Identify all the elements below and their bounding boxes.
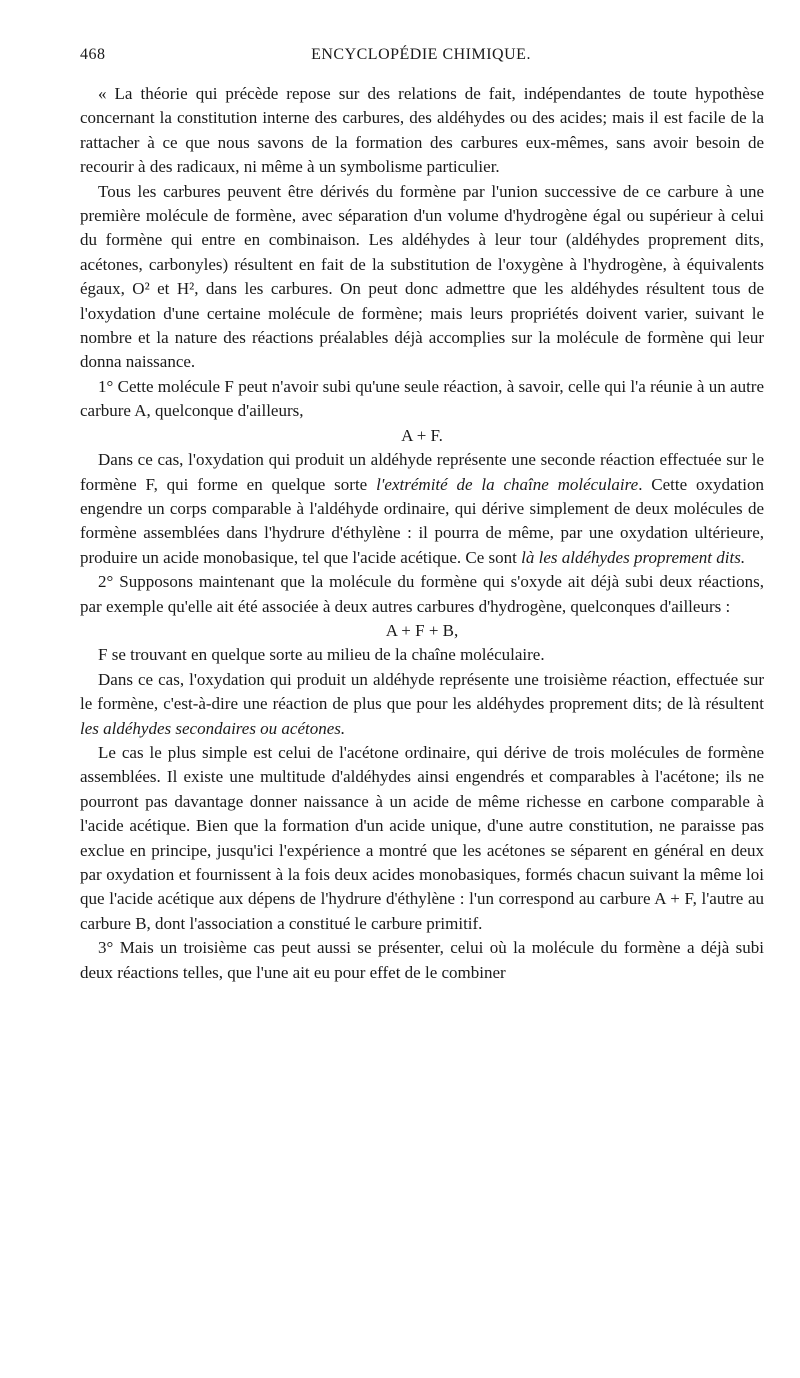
paragraph [80, 668, 764, 741]
paragraph-text: . Cette oxydation engendre un corps comparable à l'aldéhyde ordinaire, qui dérive simplement de deux molécules de formène assemblées dans l'hydrure d'éthylène : il pourra de même, par une oxydation ultérieure, produire un acide monobasique, tel que l'acide acétique. Ce sont [80, 474, 764, 567]
emphasis-text: les aldéhydes secondaires ou acétones. [80, 718, 346, 738]
formula: A + F. [401, 425, 443, 445]
emphasis-text: là les aldéhydes proprement dits. [521, 547, 746, 567]
paragraph: « La théorie qui précède repose sur des relations de fait, indépendantes de toute hypothèse concernant la constitution interne des carbures, des aldéhydes ou des acides; mais il est facile de la rattacher à ce que nous savons de la formation des carbures eux-mêmes, sans avoir besoin de recourir à des radicaux, ni même à un symbolisme particulier. [80, 84, 764, 177]
paragraph: Tous les carbures peuvent être dérivés du formène par l'union successive de ce carbure à une première molécule de formène, avec séparation d'un volume d'hydrogène égal ou supérieur à celui du formène qui entre en combinaison. Les aldéhydes à leur tour (aldéhydes proprement dits, acétones, carbonyles) résultent en fait de la substitution de l'oxygène à l'hydrogène, à équivalents égaux, O² et H², dans les carbures. On peut donc admettre que les aldéhydes résultent tous de l'oxydation d'une certaine molécule de formène; mais leurs propriétés doivent varier, suivant le nombre et la nature des réactions préalables déjà accomplies sur la molécule de formène qui leur donna naissance. [80, 181, 764, 372]
paragraph: F se trouvant en quelque sorte au milieu de la chaîne moléculaire. [98, 645, 545, 665]
paragraph [80, 448, 764, 570]
paragraph: 1° Cette molécule F peut n'avoir subi qu'une seule réaction, à savoir, celle qui l'a réunie à un autre carbure A, quelconque d'ailleurs, [80, 376, 764, 421]
paragraph: 3° Mais un troisième cas peut aussi se présenter, celui où la molécule du formène a déjà subi deux réactions telles, que l'une ait eu pour effet de le combiner [80, 938, 764, 982]
page-number: 468 [80, 46, 106, 63]
body-text [80, 82, 764, 985]
emphasis-text: l'extrémité de la chaîne moléculaire [376, 474, 639, 494]
running-header [80, 46, 762, 72]
paragraph: Le cas le plus simple est celui de l'acétone ordinaire, qui dérive de trois molécules de formène assemblées. Il existe une multitude d'aldéhydes ainsi engendrés et comparables à l'acétone; ils ne pourront pas davantage donner naissance à un acide de même richesse en carbone comparable à l'acide acétique. Bien que la formation d'un acide unique, d'une autre constitution, ne paraisse pas exclue en principe, jusqu'ici l'expérience a montré que les acétones se séparent en général en deux par oxydation et fournissent à la fois deux acides monobasiques, formés chacun suivant la même loi que l'acide acétique aux dépens de l'hydrure d'éthylène : l'un correspond au carbure A + F, l'autre au carbure B, dont l'association a constitué le carbure primitif. [80, 742, 764, 933]
paragraph-text: Dans ce cas, l'oxydation qui produit un aldéhyde représente une seconde réaction effectuée sur le formène F, qui forme en quelque sorte [80, 450, 764, 494]
paragraph: 2° Supposons maintenant que la molécule du formène qui s'oxyde ait déjà subi deux réactions, par exemple qu'elle ait été associée à deux autres carbures d'hydrogène, quelconques d'ailleurs : [80, 572, 764, 616]
running-title: ENCYCLOPÉDIE CHIMIQUE. [311, 46, 531, 63]
paragraph-text: Dans ce cas, l'oxydation qui produit un aldéhyde représente une troisième réaction, effectuée sur le formène, c'est-à-dire une réaction de plus que pour les aldéhydes proprement dits; de là résultent [80, 669, 764, 714]
formula: A + F + B, [385, 620, 459, 640]
